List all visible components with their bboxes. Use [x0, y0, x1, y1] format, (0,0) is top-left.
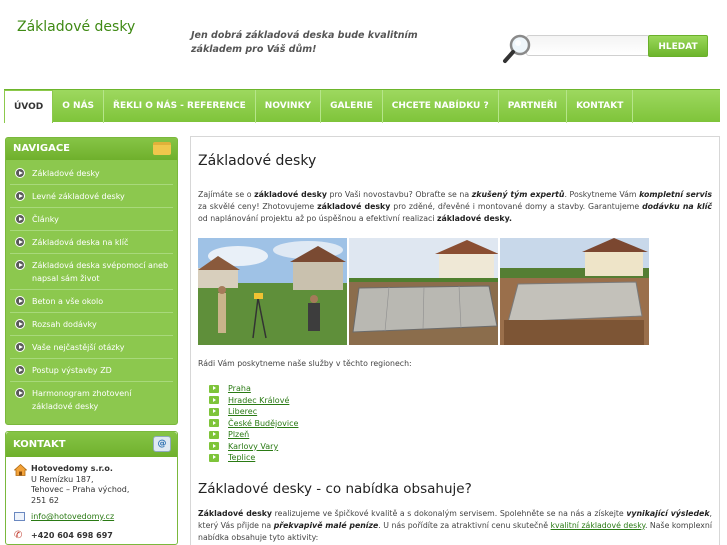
- search-button[interactable]: HLEDAT: [648, 35, 708, 57]
- arrow-bullet-icon: [15, 388, 25, 398]
- photo-workers-surveying[interactable]: [198, 238, 347, 345]
- regions-list: [209, 383, 712, 464]
- intro-paragraph: Zajímáte se o základové desky pro Vaši novostavbu? Obraťte se na zkušený tým expertů. Poskytneme Vám kompletní servis za skvělé ceny! Zhotovujeme základové desky pro zděné, dřevěné i montované domy a stavby. Garantujeme dodávku na klíč od naplánování projektu až po úspěšnou a efektivní realizaci základové desky.: [198, 190, 712, 223]
- arrow-bullet-icon: [209, 396, 219, 404]
- sidebar-item[interactable]: Harmonogram zhotovení základové desky: [10, 382, 173, 417]
- sidebar-item[interactable]: Vaše nejčastější otázky: [10, 336, 173, 359]
- region-item: [209, 441, 712, 453]
- sidebar-nav-title: NAVIGACE: [13, 143, 71, 154]
- arrow-bullet-icon: [15, 260, 25, 270]
- region-link[interactable]: Hradec Králové: [228, 395, 290, 405]
- arrow-bullet-icon: [209, 442, 219, 450]
- region-link[interactable]: Praha: [228, 384, 251, 394]
- arrow-bullet-icon: [15, 191, 25, 201]
- arrow-bullet-icon: [15, 319, 25, 329]
- contact-phone-row: [14, 529, 177, 542]
- region-item: [209, 383, 712, 395]
- region-item: [209, 452, 712, 464]
- sidebar-item[interactable]: Základová deska svépomocí aneb napsal sám život: [10, 254, 173, 290]
- quality-slabs-link[interactable]: kvalitní základové desky: [550, 520, 645, 530]
- photo-foundation-slab[interactable]: [349, 238, 498, 345]
- region-link[interactable]: Karlovy Vary: [228, 441, 279, 451]
- regions-intro: Rádi Vám poskytneme naše služby v těchto regionech:: [198, 359, 412, 368]
- nav-item-o-nas[interactable]: O NÁS: [53, 90, 104, 123]
- sidebar-item[interactable]: Levné základové desky: [10, 185, 173, 208]
- arrow-bullet-icon: [209, 454, 219, 462]
- arrow-bullet-icon: [15, 168, 25, 178]
- contact-street: U Remízku 187,: [31, 474, 94, 484]
- region-item: [209, 418, 712, 430]
- arrow-bullet-icon: [15, 296, 25, 306]
- folder-icon: [153, 142, 171, 155]
- page-title: Základové desky: [198, 153, 317, 169]
- contact-details: [6, 457, 177, 541]
- region-link[interactable]: Plzeň: [228, 430, 250, 440]
- offer-paragraph: Základové desky realizujeme ve špičkové kvalitě a s dokonalým servisem. Spolehněte se na nás a získejte vynikající výsledek, který Vás přijde na překvapivě malé peníze. U nás pořídíte za atraktivní cenu skutečně kvalitní základové desky. Naše komplexní nabídka obsahuje tyto aktivity:: [198, 508, 712, 542]
- contact-city: Tehovec – Praha východ,: [31, 485, 130, 494]
- arrow-bullet-icon: [15, 237, 25, 247]
- contact-email-row: [31, 512, 177, 523]
- arrow-bullet-icon: [209, 408, 219, 416]
- region-link[interactable]: Liberec: [228, 407, 258, 417]
- nav-item-novinky[interactable]: NOVINKY: [256, 90, 321, 123]
- sidebar-contact: [5, 431, 178, 545]
- region-item: [209, 429, 712, 441]
- contact-company: Hotovedomy s.r.o.: [31, 464, 113, 473]
- header: [0, 0, 727, 88]
- main-nav: [4, 89, 720, 122]
- contact-phone: +420 604 698 697: [31, 530, 113, 540]
- arrow-bullet-icon: [15, 342, 25, 352]
- photo-strip: [198, 238, 712, 345]
- nav-item-reference[interactable]: ŘEKLI O NÁS - REFERENCE: [104, 90, 256, 123]
- region-link[interactable]: Teplice: [228, 453, 256, 463]
- sidebar-item[interactable]: Základové desky: [10, 162, 173, 185]
- region-item: [209, 406, 712, 418]
- arrow-bullet-icon: [209, 431, 219, 439]
- photo-finished-slab[interactable]: [500, 238, 649, 345]
- arrow-bullet-icon: [15, 365, 25, 375]
- search-icon: [501, 33, 535, 65]
- main-content: [190, 136, 720, 545]
- contact-email-link[interactable]: info@hotovedomy.cz: [31, 512, 115, 521]
- nav-item-galerie[interactable]: GALERIE: [321, 90, 383, 123]
- sidebar-item[interactable]: Základová deska na klíč: [10, 231, 173, 254]
- site-title[interactable]: Základové desky: [17, 19, 136, 35]
- section-heading: Základové desky - co nabídka obsahuje?: [198, 480, 472, 497]
- sidebar-item[interactable]: Rozsah dodávky: [10, 313, 173, 336]
- region-item: [209, 395, 712, 407]
- contact-title: KONTAKT: [13, 439, 66, 450]
- arrow-bullet-icon: [15, 214, 25, 224]
- nav-item-nabidka[interactable]: CHCETE NABÍDKU ?: [383, 90, 499, 123]
- sidebar-navigation: [5, 137, 178, 425]
- slogan: Jen dobrá základová deska bude kvalitním základem pro Váš dům!: [191, 30, 418, 55]
- sidebar-item[interactable]: Články: [10, 208, 173, 231]
- envelope-icon: [14, 512, 25, 521]
- home-icon: [14, 464, 27, 476]
- phone-icon: ✆: [14, 529, 23, 541]
- sidebar-item[interactable]: Postup výstavby ZD: [10, 359, 173, 382]
- contact-header: [6, 432, 177, 457]
- region-link[interactable]: České Budějovice: [228, 418, 299, 428]
- contact-zip: 251 62: [31, 495, 59, 505]
- nav-item-partneri[interactable]: PARTNEŘI: [499, 90, 567, 123]
- at-mail-icon: @: [153, 436, 171, 452]
- nav-item-kontakt[interactable]: KONTAKT: [567, 90, 633, 123]
- arrow-bullet-icon: [209, 385, 219, 393]
- search-input[interactable]: [526, 35, 650, 56]
- sidebar-item[interactable]: Beton a vše okolo: [10, 290, 173, 313]
- sidebar-nav-header: [6, 138, 177, 160]
- nav-item-uvod[interactable]: ÚVOD: [4, 90, 53, 123]
- arrow-bullet-icon: [209, 419, 219, 427]
